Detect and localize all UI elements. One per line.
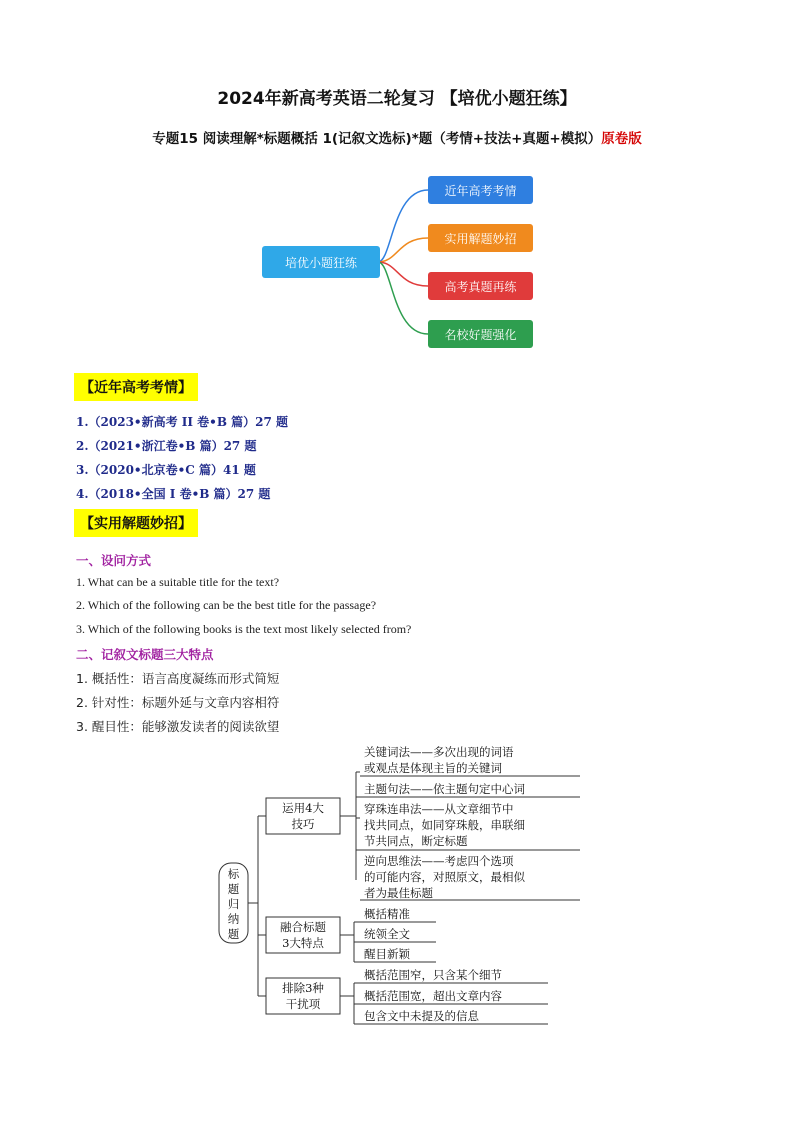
tree-leaf-line: 主题句法——依主题句定中心词 xyxy=(364,782,525,796)
question-style-heading: 一、设问方式 xyxy=(76,553,152,568)
tree-group-label: 干扰项 xyxy=(285,997,321,1011)
tree-leaf-line: 关键词法——多次出现的词语 xyxy=(364,745,514,759)
question-style-2: 2. Which of the following can be the best title for the passage? xyxy=(76,598,377,612)
tree-root-char: 纳 xyxy=(227,912,240,926)
tree-group-distractors xyxy=(266,980,340,1012)
tree-group-label: 运用4大 xyxy=(282,801,324,815)
tree-leaf-keyword-method xyxy=(364,744,514,776)
tree-group-label: 技巧 xyxy=(291,817,315,831)
tree-leaf-too-narrow: 概括范围窄，只含某个细节 xyxy=(364,968,502,982)
mindmap-branch-exam-trends: 近年高考考情 xyxy=(428,176,533,204)
title-feature-3: 3. 醒目性：能够激发读者的阅读欲望 xyxy=(76,719,280,734)
subtitle-version: 原卷版 xyxy=(601,131,642,147)
title-features-heading: 二、记叙文标题三大特点 xyxy=(76,647,214,662)
title-feature-2: 2. 针对性：标题外延与文章内容相符 xyxy=(76,695,280,710)
tree-group-label: 3大特点 xyxy=(282,936,324,950)
tree-leaf-line: 或观点是体现主旨的关键词 xyxy=(364,761,502,775)
tree-leaf-line: 者为最佳标题 xyxy=(364,886,433,900)
tree-leaf-too-broad: 概括范围宽，超出文章内容 xyxy=(364,989,502,1003)
tree-leaf-line: 节共同点，断定标题 xyxy=(364,834,468,848)
tree-root-char: 归 xyxy=(227,897,240,911)
question-style-3: 3. Which of the following books is the text most likely selected from? xyxy=(76,622,412,636)
exam-item-2: 2.（2021•浙江卷•B 篇）27 题 xyxy=(76,439,257,453)
tree-leaf-overall: 统领全文 xyxy=(364,927,410,941)
tree-leaf-line: 穿珠连串法——从文章细节中 xyxy=(364,802,514,816)
tree-leaf-accurate: 概括精准 xyxy=(364,907,410,921)
title-feature-1: 1. 概括性：语言高度凝练而形式简短 xyxy=(76,671,280,686)
subtitle-main: 专题15 阅读理解*标题概括 1(记叙文选标)*题（考情+技法+真题+模拟） xyxy=(152,131,602,147)
exam-item-4: 4.（2018•全国 I 卷•B 篇）27 题 xyxy=(76,487,271,501)
tree-group-techniques xyxy=(266,800,340,832)
question-style-1: 1. What can be a suitable title for the text? xyxy=(76,575,280,589)
tree-leaf-thread-method xyxy=(364,801,525,849)
exam-item-3: 3.（2020•北京卷•C 篇）41 题 xyxy=(76,463,256,477)
mindmap-root: 培优小题狂练 xyxy=(262,246,380,278)
section-heading-exam-trends: 【近年高考考情】 xyxy=(74,373,198,401)
mindmap-branch-real-questions: 高考真题再练 xyxy=(428,272,533,300)
mindmap-branch-techniques: 实用解题妙招 xyxy=(428,224,533,252)
exam-item-1: 1.（2023•新高考 II 卷•B 篇）27 题 xyxy=(76,415,289,429)
tree-root-char: 题 xyxy=(227,882,240,896)
tree-group-label: 排除3种 xyxy=(282,981,324,995)
tree-leaf-reverse-method xyxy=(364,853,525,901)
tree-leaf-topic-sentence-method xyxy=(364,781,525,797)
tree-group-features xyxy=(266,919,340,951)
mindmap-branch-school-questions: 名校好题强化 xyxy=(428,320,533,348)
page-title: 2024年新高考英语二轮复习 【培优小题狂练】 xyxy=(217,89,577,109)
tree-root-char: 标 xyxy=(227,867,240,881)
tree-leaf-line: 逆向思维法——考虑四个选项 xyxy=(364,854,514,868)
section-heading-techniques: 【实用解题妙招】 xyxy=(74,509,198,537)
tree-root xyxy=(219,867,248,942)
tree-leaf-not-mentioned: 包含文中未提及的信息 xyxy=(364,1009,479,1023)
tree-root-char: 题 xyxy=(227,927,240,941)
tree-group-label: 融合标题 xyxy=(280,920,326,934)
tree-leaf-line: 的可能内容，对照原文，最相似 xyxy=(364,870,525,884)
tree-leaf-line: 找共同点，如同穿珠般，串联细 xyxy=(364,818,525,832)
tree-leaf-eye-catching: 醒目新颖 xyxy=(364,947,410,961)
